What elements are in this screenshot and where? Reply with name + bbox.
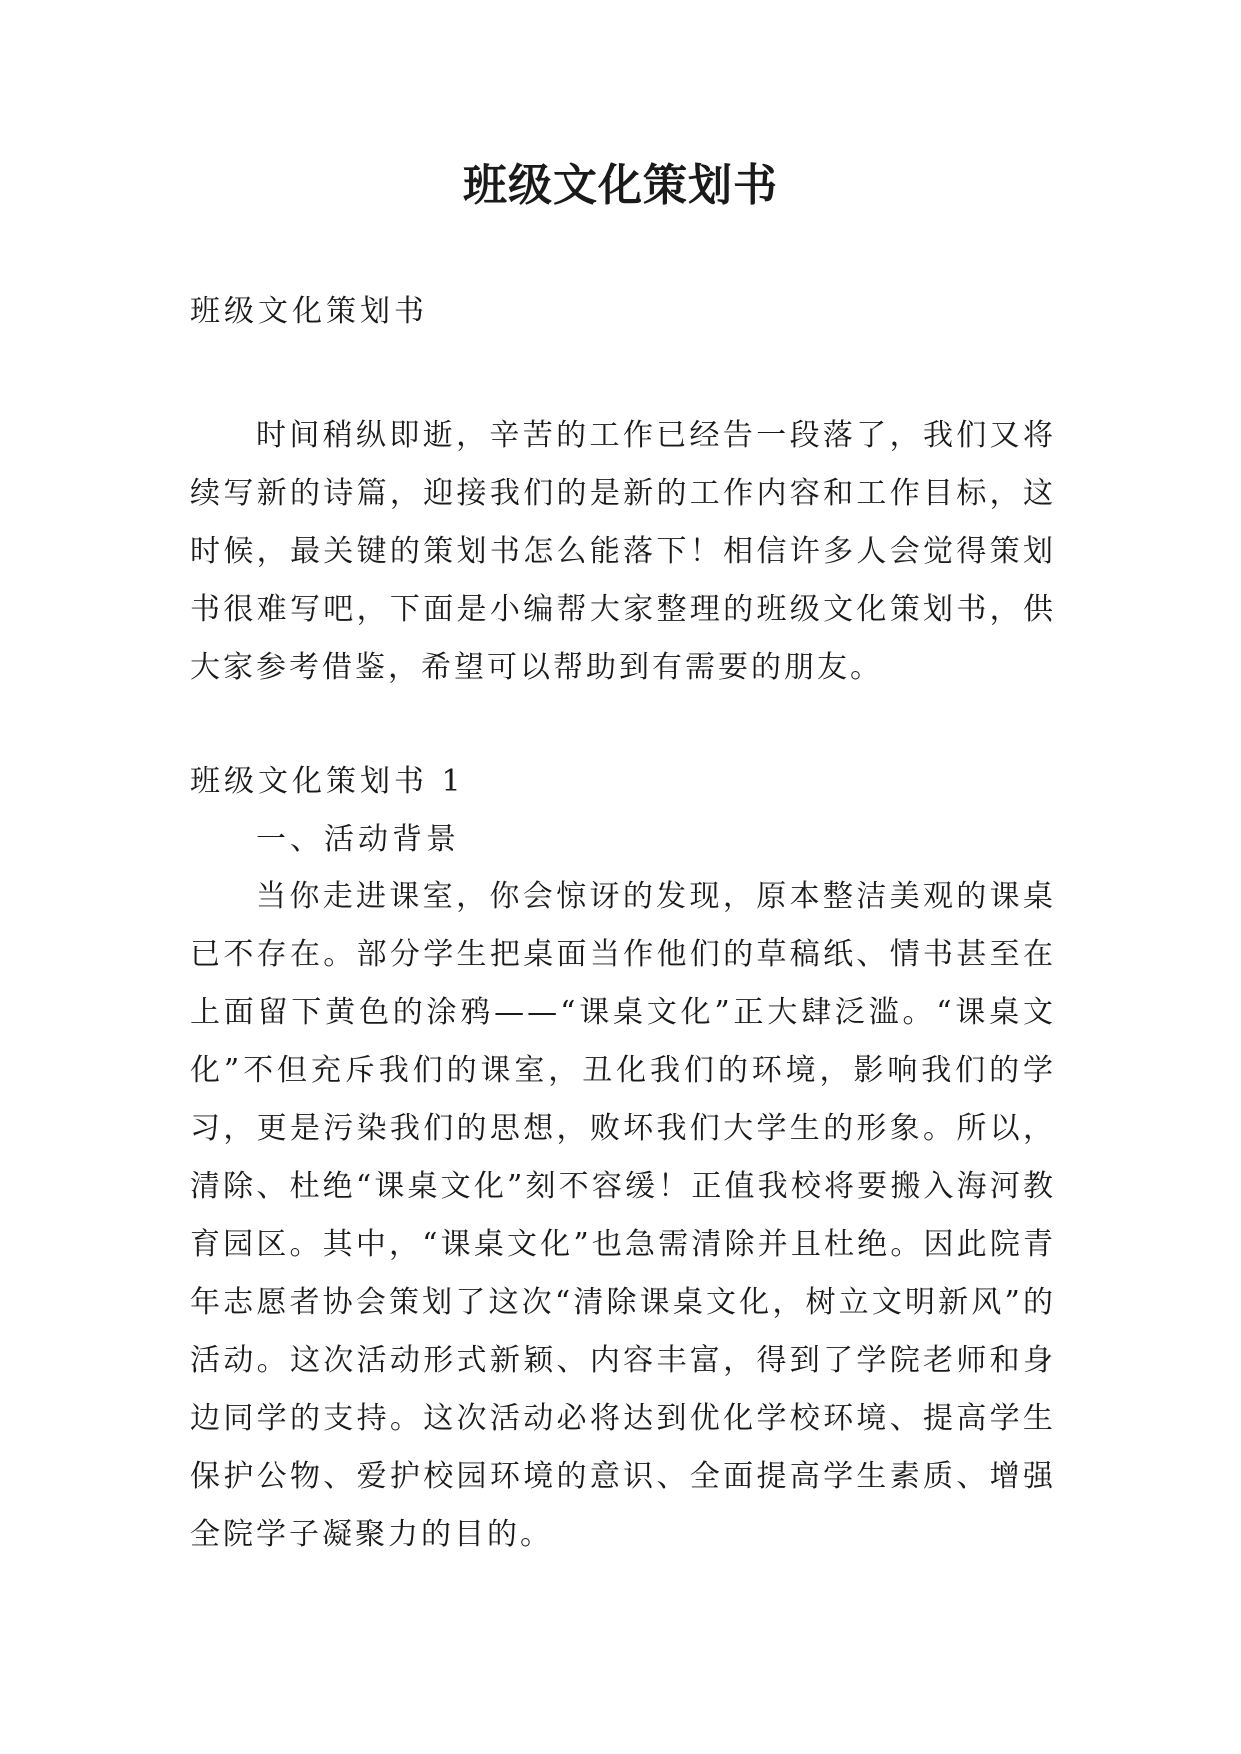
document-title: 班级文化策划书	[463, 160, 778, 211]
section-heading: 班级文化策划书 1	[190, 764, 465, 799]
body-paragraph: 当你走进课室，你会惊讶的发现，原本整洁美观的课桌已不存在。部分学生把桌面当作他们的草稿纸、情书甚至在上面留下黄色的涂鸦——“课桌文化”正大肆泛滥。“课桌文化”不但充斥我们的课室，丑化我们的环境，影响我们的学习，更是污染我们的思想，败坏我们大学生的形象。所以，清除、杜绝“课桌文化”刻不容缓！正值我校将要搬入海河教育园区。其中，“课桌文化”也急需清除并且杜绝。因此院青年志愿者协会策划了这次“清除课桌文化，树立文明新风”的活动。这次活动形式新颖、内容丰富，得到了学院老师和身边同学的支持。这次活动必将达到优化学校环境、提高学生保护公物、爱护校园环境的意识、全面提高学生素质、增强全院学子凝聚力的目的。	[190, 879, 1056, 1552]
sub-heading-activity-background: 一、活动背景	[256, 822, 460, 857]
intro-paragraph: 时间稍纵即逝，辛苦的工作已经告一段落了，我们又将续写新的诗篇，迎接我们的是新的工作内容和工作目标，这时候，最关键的策划书怎么能落下！相信许多人会觉得策划书很难写吧，下面是小编帮大家整理的班级文化策划书，供大家参考借鉴，希望可以帮助到有需要的朋友。	[190, 418, 1056, 685]
document-subtitle: 班级文化策划书	[190, 294, 428, 329]
